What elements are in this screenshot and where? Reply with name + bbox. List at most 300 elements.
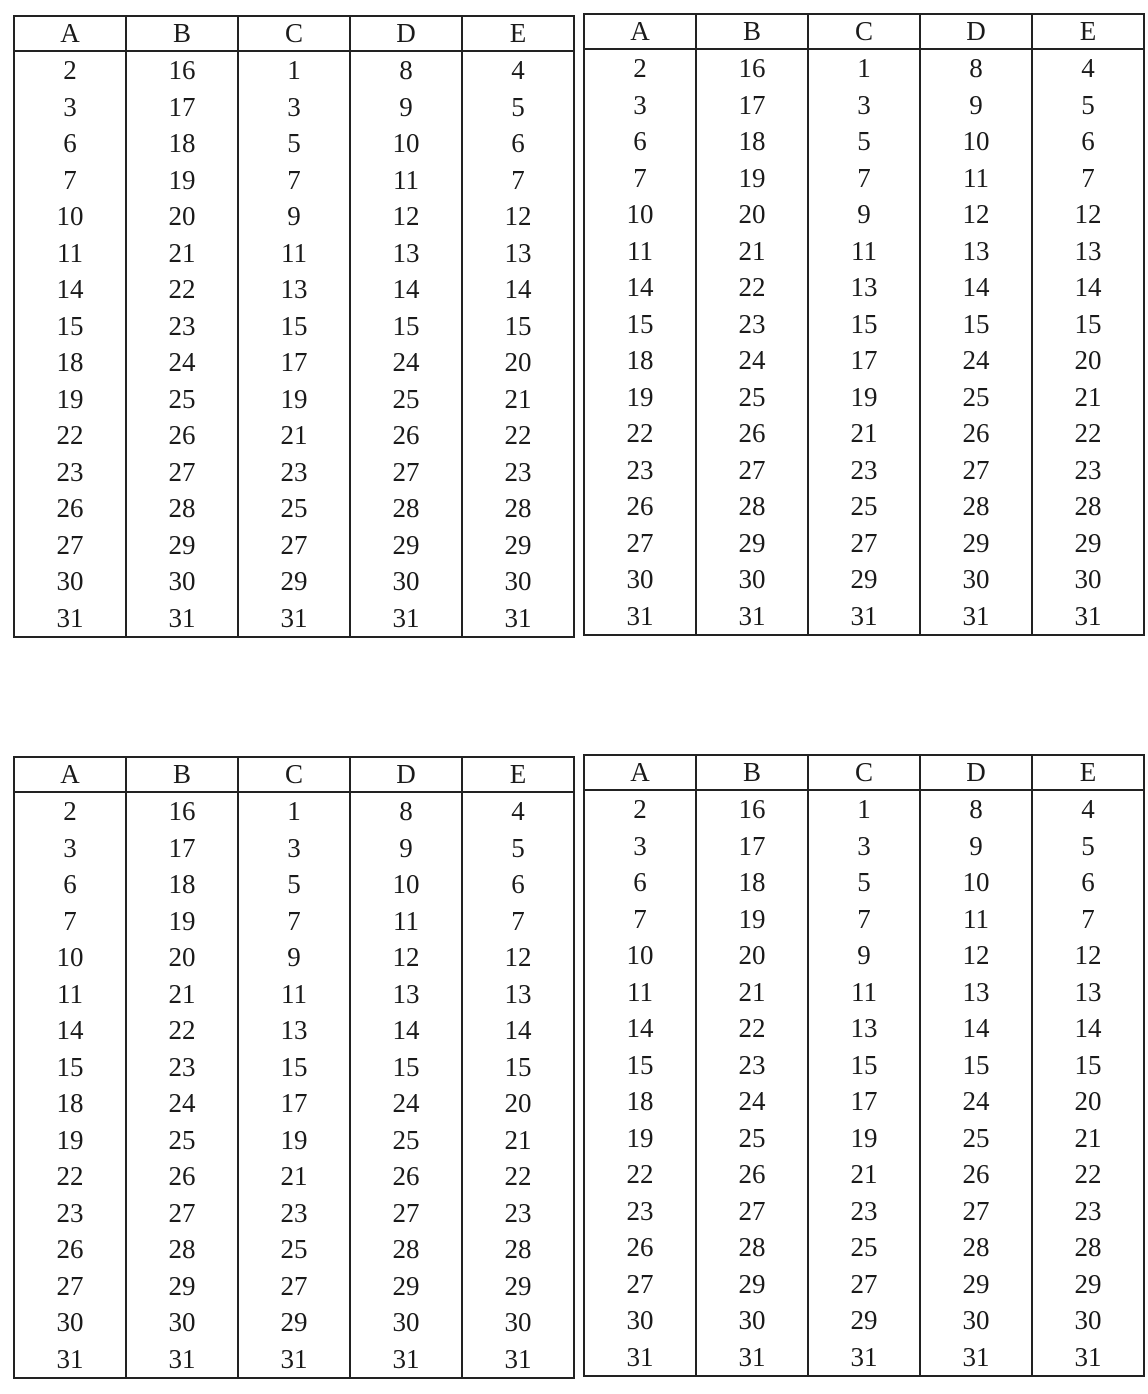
table-row xyxy=(584,598,1144,636)
table-cell: 21 xyxy=(462,381,574,418)
table-cell: 27 xyxy=(584,1266,696,1303)
table-row xyxy=(14,381,574,418)
table-cell: 25 xyxy=(696,1120,808,1157)
table-cell: 31 xyxy=(696,598,808,636)
table-cell: 11 xyxy=(584,233,696,270)
table-row xyxy=(14,1122,574,1159)
table-cell: 26 xyxy=(696,1156,808,1193)
table-row xyxy=(584,1266,1144,1303)
table-cell: 22 xyxy=(462,1158,574,1195)
table-cell: 26 xyxy=(920,415,1032,452)
table-cell: 14 xyxy=(462,1012,574,1049)
table-cell: 7 xyxy=(462,903,574,940)
table-cell: 23 xyxy=(462,454,574,491)
table-cell: 3 xyxy=(14,89,126,126)
table-row xyxy=(14,235,574,272)
table-cell: 26 xyxy=(584,488,696,525)
table-cell: 23 xyxy=(462,1195,574,1232)
column-header: D xyxy=(920,755,1032,790)
table-cell: 29 xyxy=(808,561,920,598)
table-cell: 7 xyxy=(14,903,126,940)
table-cell: 28 xyxy=(462,1231,574,1268)
table-cell: 13 xyxy=(238,271,350,308)
table-row xyxy=(14,162,574,199)
table-cell: 10 xyxy=(584,196,696,233)
table-cell: 26 xyxy=(350,1158,462,1195)
table-cell: 10 xyxy=(920,123,1032,160)
table-cell: 12 xyxy=(462,198,574,235)
table-cell: 19 xyxy=(238,1122,350,1159)
table-cell: 13 xyxy=(462,976,574,1013)
table-cell: 26 xyxy=(920,1156,1032,1193)
table-row xyxy=(584,379,1144,416)
table-cell: 28 xyxy=(696,1229,808,1266)
table-cell: 28 xyxy=(350,1231,462,1268)
table-cell: 24 xyxy=(920,342,1032,379)
table-cell: 19 xyxy=(696,901,808,938)
column-header: E xyxy=(462,16,574,51)
table-row xyxy=(584,196,1144,233)
table-row xyxy=(584,342,1144,379)
table-cell: 22 xyxy=(696,269,808,306)
table-cell: 27 xyxy=(238,527,350,564)
table-cell: 13 xyxy=(1032,233,1144,270)
table-cell: 22 xyxy=(584,1156,696,1193)
table-cell: 27 xyxy=(808,525,920,562)
table-cell: 15 xyxy=(920,1047,1032,1084)
table-cell: 22 xyxy=(126,1012,238,1049)
table-cell: 28 xyxy=(126,490,238,527)
column-header: D xyxy=(350,16,462,51)
table-cell: 23 xyxy=(126,308,238,345)
table-cell: 30 xyxy=(462,563,574,600)
table-cell: 26 xyxy=(126,1158,238,1195)
table-cell: 18 xyxy=(584,1083,696,1120)
table-cell: 23 xyxy=(808,1193,920,1230)
table-cell: 31 xyxy=(584,598,696,636)
table-row xyxy=(584,1229,1144,1266)
table-cell: 20 xyxy=(696,196,808,233)
header-row xyxy=(584,14,1144,49)
table-cell: 3 xyxy=(584,87,696,124)
table-cell: 29 xyxy=(1032,1266,1144,1303)
table-cell: 30 xyxy=(584,561,696,598)
table-cell: 25 xyxy=(920,1120,1032,1157)
table-cell: 17 xyxy=(126,89,238,126)
table-row xyxy=(14,198,574,235)
table-cell: 19 xyxy=(584,1120,696,1157)
table-cell: 29 xyxy=(238,563,350,600)
table-cell: 20 xyxy=(126,198,238,235)
table-row xyxy=(14,1195,574,1232)
column-header: B xyxy=(126,757,238,792)
column-header: E xyxy=(462,757,574,792)
table-cell: 23 xyxy=(584,1193,696,1230)
table-cell: 19 xyxy=(808,1120,920,1157)
table-cell: 13 xyxy=(350,235,462,272)
table-cell: 24 xyxy=(350,344,462,381)
table-cell: 21 xyxy=(238,1158,350,1195)
table-cell: 31 xyxy=(584,1339,696,1377)
table-cell: 15 xyxy=(14,308,126,345)
table-row xyxy=(14,51,574,89)
table-cell: 8 xyxy=(920,790,1032,828)
table-cell: 19 xyxy=(696,160,808,197)
table-cell: 31 xyxy=(238,1341,350,1379)
table-cell: 31 xyxy=(462,1341,574,1379)
table-row xyxy=(584,123,1144,160)
table-cell: 20 xyxy=(126,939,238,976)
table-cell: 7 xyxy=(808,160,920,197)
table-cell: 14 xyxy=(14,1012,126,1049)
table-cell: 14 xyxy=(584,269,696,306)
table-cell: 27 xyxy=(808,1266,920,1303)
table-cell: 4 xyxy=(1032,790,1144,828)
table-cell: 24 xyxy=(126,1085,238,1122)
table-cell: 1 xyxy=(238,51,350,89)
column-header: D xyxy=(920,14,1032,49)
table-cell: 31 xyxy=(14,600,126,638)
table-cell: 3 xyxy=(808,828,920,865)
table-cell: 28 xyxy=(920,488,1032,525)
table-cell: 27 xyxy=(126,1195,238,1232)
column-header: D xyxy=(350,757,462,792)
table-row xyxy=(584,974,1144,1011)
table-cell: 15 xyxy=(808,306,920,343)
table-cell: 30 xyxy=(1032,561,1144,598)
table-cell: 14 xyxy=(350,1012,462,1049)
table-cell: 6 xyxy=(1032,123,1144,160)
table-cell: 25 xyxy=(238,490,350,527)
column-header: E xyxy=(1032,755,1144,790)
table-cell: 10 xyxy=(350,866,462,903)
table-cell: 9 xyxy=(808,196,920,233)
header-row xyxy=(14,16,574,51)
table-row xyxy=(584,415,1144,452)
table-cell: 17 xyxy=(126,830,238,867)
table-cell: 14 xyxy=(350,271,462,308)
table-cell: 31 xyxy=(350,1341,462,1379)
table-cell: 25 xyxy=(350,381,462,418)
table-cell: 28 xyxy=(462,490,574,527)
table-cell: 7 xyxy=(462,162,574,199)
table-cell: 18 xyxy=(14,344,126,381)
table-cell: 6 xyxy=(584,864,696,901)
table-cell: 29 xyxy=(808,1302,920,1339)
table-cell: 7 xyxy=(584,901,696,938)
table-cell: 15 xyxy=(238,1049,350,1086)
table-row xyxy=(584,1010,1144,1047)
table-cell: 9 xyxy=(808,937,920,974)
table-cell: 5 xyxy=(808,864,920,901)
table-row xyxy=(584,525,1144,562)
table-cell: 15 xyxy=(584,1047,696,1084)
table-cell: 10 xyxy=(584,937,696,974)
table-row xyxy=(14,1341,574,1379)
table-cell: 21 xyxy=(126,976,238,1013)
table-cell: 31 xyxy=(920,598,1032,636)
table-cell: 14 xyxy=(920,1010,1032,1047)
table-cell: 21 xyxy=(808,1156,920,1193)
table-cell: 2 xyxy=(584,790,696,828)
table-cell: 19 xyxy=(126,162,238,199)
table-cell: 4 xyxy=(462,792,574,830)
table-cell: 22 xyxy=(1032,415,1144,452)
table-cell: 28 xyxy=(1032,1229,1144,1266)
table-cell: 14 xyxy=(14,271,126,308)
number-table-bottom-left xyxy=(13,756,575,1379)
table-cell: 7 xyxy=(238,162,350,199)
table-row xyxy=(14,125,574,162)
table-cell: 11 xyxy=(920,901,1032,938)
table-cell: 3 xyxy=(808,87,920,124)
table-row xyxy=(584,87,1144,124)
table-cell: 31 xyxy=(920,1339,1032,1377)
table-row xyxy=(14,563,574,600)
table-cell: 19 xyxy=(14,1122,126,1159)
table-cell: 8 xyxy=(350,51,462,89)
table-row xyxy=(14,1049,574,1086)
table-cell: 6 xyxy=(1032,864,1144,901)
table-cell: 1 xyxy=(238,792,350,830)
table-cell: 7 xyxy=(808,901,920,938)
table-cell: 5 xyxy=(238,125,350,162)
table-cell: 21 xyxy=(808,415,920,452)
table-cell: 2 xyxy=(14,51,126,89)
table-cell: 19 xyxy=(584,379,696,416)
table-row xyxy=(584,790,1144,828)
table-cell: 27 xyxy=(350,454,462,491)
table-cell: 11 xyxy=(808,233,920,270)
table-cell: 27 xyxy=(238,1268,350,1305)
table-row xyxy=(584,1156,1144,1193)
table-row xyxy=(14,600,574,638)
table-cell: 27 xyxy=(350,1195,462,1232)
table-cell: 12 xyxy=(920,937,1032,974)
table-cell: 28 xyxy=(350,490,462,527)
table-cell: 19 xyxy=(238,381,350,418)
table-cell: 27 xyxy=(920,452,1032,489)
table-cell: 26 xyxy=(584,1229,696,1266)
table-row xyxy=(584,561,1144,598)
table-cell: 21 xyxy=(1032,1120,1144,1157)
table-row xyxy=(14,271,574,308)
table-row xyxy=(14,527,574,564)
table-cell: 29 xyxy=(696,1266,808,1303)
table-cell: 29 xyxy=(350,527,462,564)
table-cell: 22 xyxy=(696,1010,808,1047)
table-cell: 31 xyxy=(696,1339,808,1377)
table-cell: 5 xyxy=(462,830,574,867)
table-cell: 13 xyxy=(920,233,1032,270)
table-cell: 7 xyxy=(1032,160,1144,197)
table-cell: 23 xyxy=(126,1049,238,1086)
table-cell: 18 xyxy=(584,342,696,379)
table-cell: 23 xyxy=(1032,452,1144,489)
table-cell: 12 xyxy=(350,198,462,235)
table-cell: 15 xyxy=(462,308,574,345)
table-cell: 3 xyxy=(238,89,350,126)
table-cell: 30 xyxy=(920,1302,1032,1339)
table-cell: 29 xyxy=(920,1266,1032,1303)
table-cell: 11 xyxy=(920,160,1032,197)
table-cell: 3 xyxy=(238,830,350,867)
table-cell: 26 xyxy=(14,490,126,527)
table-cell: 24 xyxy=(696,342,808,379)
column-header: A xyxy=(584,14,696,49)
table-cell: 12 xyxy=(1032,937,1144,974)
table-row xyxy=(584,233,1144,270)
table-cell: 7 xyxy=(14,162,126,199)
table-cell: 16 xyxy=(696,49,808,87)
table-cell: 9 xyxy=(920,828,1032,865)
table-cell: 14 xyxy=(1032,1010,1144,1047)
table-cell: 5 xyxy=(462,89,574,126)
table-row xyxy=(584,828,1144,865)
table-cell: 27 xyxy=(696,1193,808,1230)
table-cell: 11 xyxy=(350,162,462,199)
table-cell: 30 xyxy=(920,561,1032,598)
table-cell: 10 xyxy=(350,125,462,162)
table-cell: 13 xyxy=(1032,974,1144,1011)
table-cell: 18 xyxy=(126,125,238,162)
table-cell: 17 xyxy=(238,344,350,381)
table-cell: 21 xyxy=(462,1122,574,1159)
table-row xyxy=(584,1302,1144,1339)
table-cell: 1 xyxy=(808,790,920,828)
table-cell: 24 xyxy=(696,1083,808,1120)
table-cell: 5 xyxy=(808,123,920,160)
table-cell: 8 xyxy=(350,792,462,830)
table-row xyxy=(14,1012,574,1049)
table-cell: 10 xyxy=(14,939,126,976)
table-cell: 16 xyxy=(696,790,808,828)
table-cell: 23 xyxy=(14,1195,126,1232)
table-cell: 23 xyxy=(696,1047,808,1084)
table-cell: 15 xyxy=(1032,306,1144,343)
table-row xyxy=(584,1339,1144,1377)
table-cell: 17 xyxy=(696,87,808,124)
table-cell: 31 xyxy=(808,1339,920,1377)
table-cell: 14 xyxy=(462,271,574,308)
table-cell: 18 xyxy=(696,864,808,901)
table-cell: 23 xyxy=(238,454,350,491)
table-cell: 6 xyxy=(462,866,574,903)
table-cell: 26 xyxy=(126,417,238,454)
column-header: A xyxy=(584,755,696,790)
table-cell: 24 xyxy=(920,1083,1032,1120)
table-cell: 31 xyxy=(238,600,350,638)
column-header: B xyxy=(696,14,808,49)
table-cell: 5 xyxy=(238,866,350,903)
table-cell: 12 xyxy=(462,939,574,976)
table-row xyxy=(14,490,574,527)
table-cell: 9 xyxy=(238,198,350,235)
table-cell: 8 xyxy=(920,49,1032,87)
table-cell: 13 xyxy=(238,1012,350,1049)
table-cell: 11 xyxy=(238,235,350,272)
table-cell: 15 xyxy=(350,308,462,345)
table-row xyxy=(14,454,574,491)
table-cell: 29 xyxy=(696,525,808,562)
table-cell: 27 xyxy=(14,1268,126,1305)
column-header: C xyxy=(808,755,920,790)
table-cell: 17 xyxy=(238,1085,350,1122)
column-header: A xyxy=(14,757,126,792)
table-cell: 2 xyxy=(14,792,126,830)
table-cell: 30 xyxy=(696,1302,808,1339)
table-row xyxy=(14,89,574,126)
table-cell: 11 xyxy=(14,235,126,272)
table-cell: 31 xyxy=(1032,1339,1144,1377)
table-cell: 29 xyxy=(238,1304,350,1341)
table-cell: 29 xyxy=(126,1268,238,1305)
table-cell: 6 xyxy=(14,125,126,162)
table-cell: 15 xyxy=(584,306,696,343)
column-header: B xyxy=(696,755,808,790)
table-cell: 24 xyxy=(350,1085,462,1122)
table-row xyxy=(14,1158,574,1195)
table-cell: 16 xyxy=(126,792,238,830)
table-cell: 25 xyxy=(126,1122,238,1159)
table-cell: 15 xyxy=(808,1047,920,1084)
table-cell: 31 xyxy=(350,600,462,638)
table-cell: 9 xyxy=(920,87,1032,124)
table-row xyxy=(14,792,574,830)
table-cell: 29 xyxy=(462,1268,574,1305)
table-cell: 22 xyxy=(1032,1156,1144,1193)
table-cell: 12 xyxy=(350,939,462,976)
table-row xyxy=(14,344,574,381)
table-cell: 23 xyxy=(238,1195,350,1232)
table-row xyxy=(584,1120,1144,1157)
table-cell: 25 xyxy=(808,1229,920,1266)
table-cell: 18 xyxy=(126,866,238,903)
table-cell: 25 xyxy=(350,1122,462,1159)
table-cell: 22 xyxy=(584,415,696,452)
table-cell: 31 xyxy=(126,1341,238,1379)
table-row xyxy=(14,1268,574,1305)
table-row xyxy=(584,1047,1144,1084)
table-row xyxy=(14,976,574,1013)
table-row xyxy=(584,1083,1144,1120)
table-row xyxy=(584,901,1144,938)
table-cell: 28 xyxy=(126,1231,238,1268)
table-cell: 31 xyxy=(1032,598,1144,636)
table-cell: 6 xyxy=(584,123,696,160)
column-header: C xyxy=(808,14,920,49)
table-cell: 15 xyxy=(920,306,1032,343)
table-cell: 7 xyxy=(238,903,350,940)
table-cell: 30 xyxy=(14,563,126,600)
table-cell: 5 xyxy=(1032,87,1144,124)
table-cell: 10 xyxy=(920,864,1032,901)
number-table-top-right xyxy=(583,13,1145,636)
table-cell: 21 xyxy=(126,235,238,272)
table-cell: 3 xyxy=(14,830,126,867)
table-cell: 24 xyxy=(126,344,238,381)
table-cell: 19 xyxy=(808,379,920,416)
table-row xyxy=(584,160,1144,197)
table-cell: 19 xyxy=(14,381,126,418)
table-cell: 20 xyxy=(1032,342,1144,379)
table-cell: 30 xyxy=(350,1304,462,1341)
header-row xyxy=(584,755,1144,790)
table-row xyxy=(14,939,574,976)
table-cell: 15 xyxy=(1032,1047,1144,1084)
table-cell: 25 xyxy=(238,1231,350,1268)
table-cell: 12 xyxy=(1032,196,1144,233)
